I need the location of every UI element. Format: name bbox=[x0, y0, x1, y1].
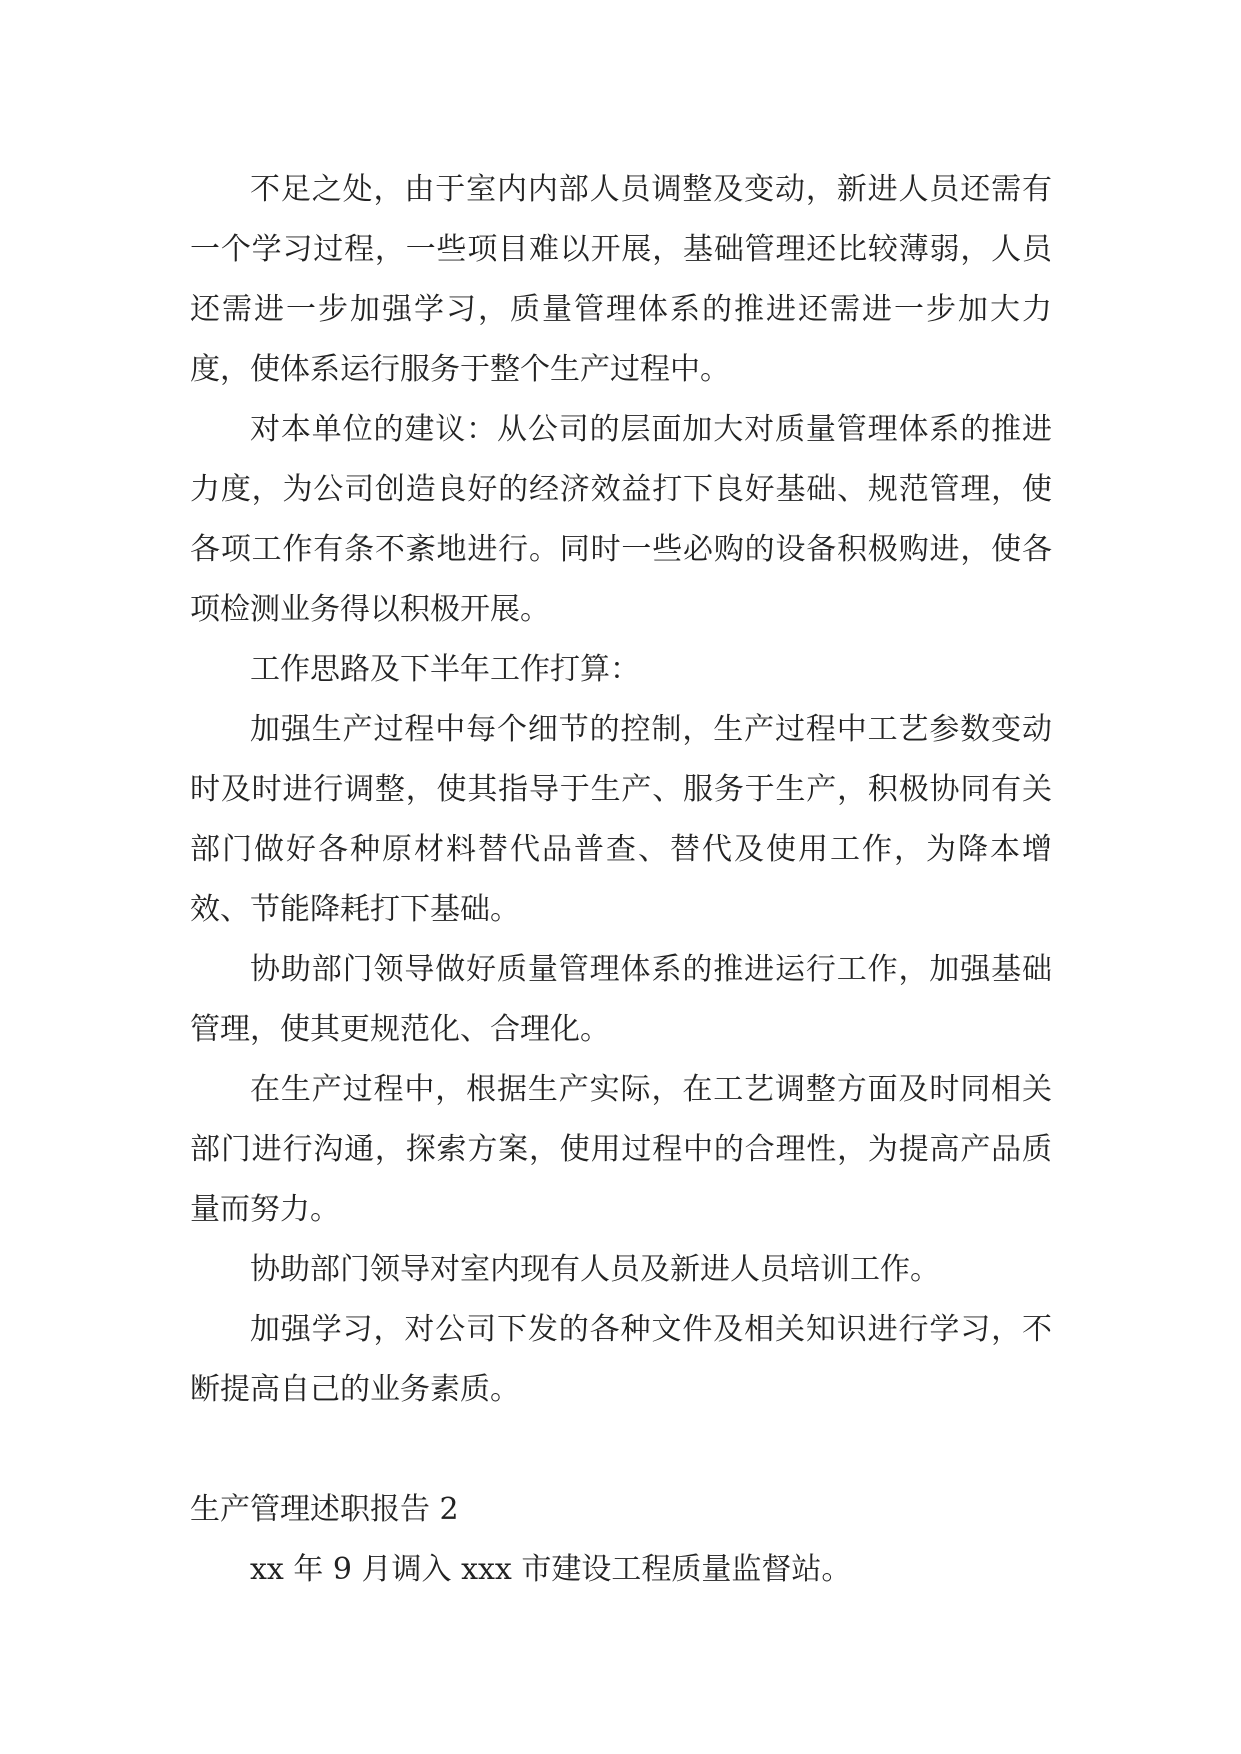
paragraph-staff-training: 协助部门领导对室内现有人员及新进人员培训工作。 bbox=[250, 1252, 940, 1287]
paragraph-shortcomings: 不足之处，由于室内内部人员调整及变动，新进人员还需有一个学习过程，一些项目难以开展，基础管理还比较薄弱，人员还需进一步加强学习，质量管理体系的推进还需进一步加大力度，使体系运行服务于整个生产过程中。 bbox=[190, 172, 1052, 387]
paragraph-suggestions: 对本单位的建议：从公司的层面加大对质量管理体系的推进力度，为公司创造良好的经济效益打下良好基础、规范管理，使各项工作有条不紊地进行。同时一些必购的设备积极购进，使各项检测业务得以积极开展。 bbox=[190, 412, 1052, 627]
section-paragraph: xx 年 9 月调入 xxx 市建设工程质量监督站。 bbox=[250, 1552, 852, 1587]
paragraph-quality-system: 协助部门领导做好质量管理体系的推进运行工作，加强基础管理，使其更规范化、合理化。 bbox=[190, 952, 1052, 1047]
document-body bbox=[190, 160, 1052, 1600]
paragraph-production-control: 加强生产过程中每个细节的控制，生产过程中工艺参数变动时及时进行调整，使其指导于生产、服务于生产，积极协同有关部门做好各种原材料替代品普查、替代及使用工作，为降本增效、节能降耗打下基础。 bbox=[190, 712, 1052, 927]
paragraph-self-study: 加强学习，对公司下发的各种文件及相关知识进行学习，不断提高自己的业务素质。 bbox=[190, 1312, 1052, 1407]
paragraph-process-adjustment: 在生产过程中，根据生产实际，在工艺调整方面及时同相关部门进行沟通，探索方案，使用过程中的合理性，为提高产品质量而努力。 bbox=[190, 1072, 1052, 1227]
paragraph-work-plan-intro: 工作思路及下半年工作打算： bbox=[250, 652, 640, 687]
section-heading: 生产管理述职报告 2 bbox=[190, 1492, 459, 1527]
